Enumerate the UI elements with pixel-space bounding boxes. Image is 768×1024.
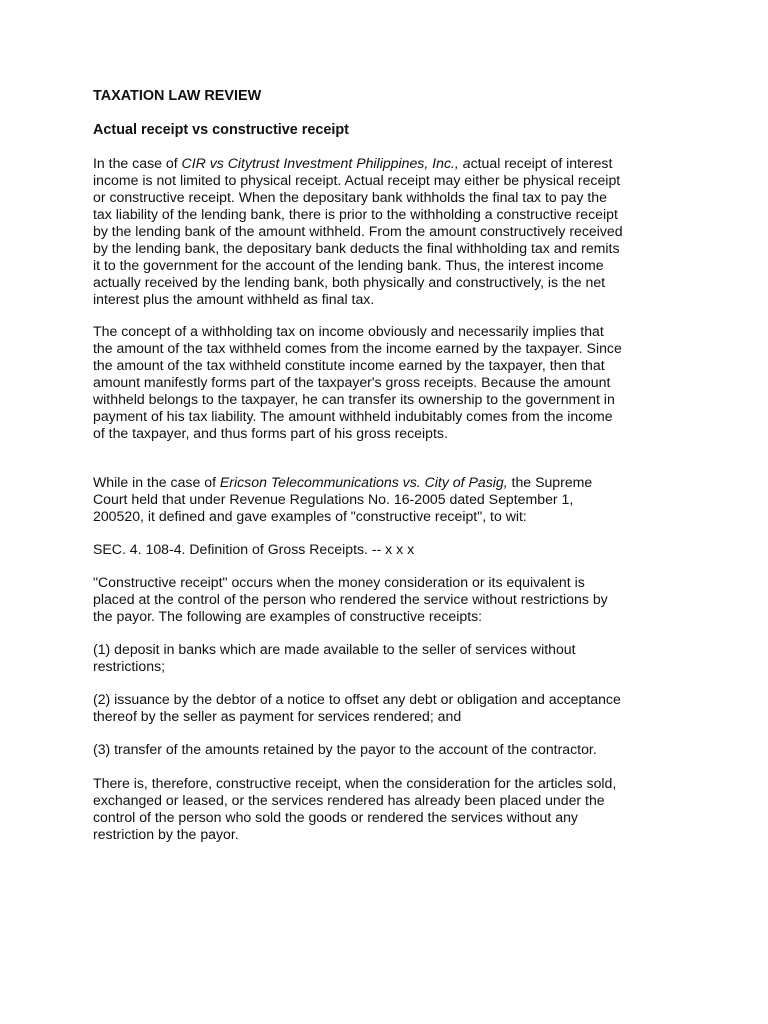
paragraph-line: (2) issuance by the debtor of a notice to offset any debt or obligation and acceptance	[93, 691, 621, 707]
list-item-1	[93, 641, 693, 675]
paragraph-line: by the lending bank of the amount withheld. From the amount constructively received	[93, 223, 623, 239]
paragraph-line: exchanged or leased, or the services rendered has already been placed under the	[93, 792, 605, 808]
paragraph-line: (1) deposit in banks which are made available to the seller of services without	[93, 641, 576, 657]
paragraph-line: the payor. The following are examples of constructive receipts:	[93, 608, 483, 624]
section-heading: Actual receipt vs constructive receipt	[93, 122, 349, 138]
paragraph-line: of the taxpayer, and thus forms part of his gross receipts.	[93, 425, 448, 441]
paragraph-line: thereof by the seller as payment for services rendered; and	[93, 708, 462, 724]
paragraph-line: There is, therefore, constructive receipt, when the consideration for the articles sold,	[93, 775, 617, 791]
paragraph-line: restrictions;	[93, 658, 166, 674]
paragraph-section-reference	[93, 541, 693, 558]
paragraph-constructive-receipt-definition	[93, 574, 693, 625]
document-title: TAXATION LAW REVIEW	[93, 88, 262, 104]
paragraph-line: the amount of the tax withheld comes from the income earned by the taxpayer. Since	[93, 340, 622, 356]
paragraph-citytrust	[93, 155, 693, 308]
paragraph-line: Court held that under Revenue Regulations No. 16-2005 dated September 1,	[93, 491, 574, 507]
paragraph-line: SEC. 4. 108-4. Definition of Gross Receipts. -- x x x	[93, 541, 415, 557]
paragraph-line: the amount of the tax withheld constitute income earned by the taxpayer, then that	[93, 357, 605, 373]
paragraph-ericson	[93, 474, 693, 525]
paragraph-line: payment of his tax liability. The amount withheld indubitably comes from the income	[93, 408, 613, 424]
paragraph-line: In the case of CIR vs Citytrust Investment Philippines, Inc., actual receipt of interest	[93, 155, 613, 171]
paragraph-line: (3) transfer of the amounts retained by the payor to the account of the contractor.	[93, 741, 597, 757]
paragraph-line: While in the case of Ericson Telecommunications vs. City of Pasig, the Supreme	[93, 474, 593, 490]
list-item-2	[93, 691, 693, 725]
paragraph-line: or constructive receipt. When the depositary bank withholds the final tax to pay the	[93, 189, 607, 205]
paragraph-line: amount manifestly forms part of the taxpayer's gross receipts. Because the amount	[93, 374, 611, 390]
paragraph-conclusion	[93, 775, 693, 843]
paragraph-line: restriction by the payor.	[93, 826, 239, 842]
paragraph-line: "Constructive receipt" occurs when the money consideration or its equivalent is	[93, 574, 585, 590]
paragraph-line: income is not limited to physical receipt. Actual receipt may either be physical receipt	[93, 172, 621, 188]
paragraph-line: withheld belongs to the taxpayer, he can transfer its ownership to the government in	[93, 391, 615, 407]
paragraph-line: placed at the control of the person who rendered the service without restrictions by	[93, 591, 608, 607]
paragraph-line: actually received by the lending bank, both physically and constructively, is the net	[93, 274, 606, 290]
paragraph-line: The concept of a withholding tax on income obviously and necessarily implies that	[93, 323, 604, 339]
paragraph-line: interest plus the amount withheld as final tax.	[93, 291, 375, 307]
paragraph-line: 200520, it defined and gave examples of "constructive receipt", to wit:	[93, 508, 527, 524]
paragraph-line: it to the government for the account of the lending bank. Thus, the interest income	[93, 257, 604, 273]
case-citation: CIR vs Citytrust Investment Philippines, Inc., a	[181, 155, 471, 171]
case-citation: Ericson Telecommunications vs. City of Pasig,	[219, 474, 508, 490]
paragraph-line: tax liability of the lending bank, there is prior to the withholding a constructive receipt	[93, 206, 618, 222]
paragraph-line: by the lending bank, the depositary bank deducts the final withholding tax and remits	[93, 240, 620, 256]
list-item-3	[93, 741, 693, 758]
paragraph-line: control of the person who sold the goods or rendered the services without any	[93, 809, 578, 825]
paragraph-withholding-concept	[93, 323, 693, 442]
